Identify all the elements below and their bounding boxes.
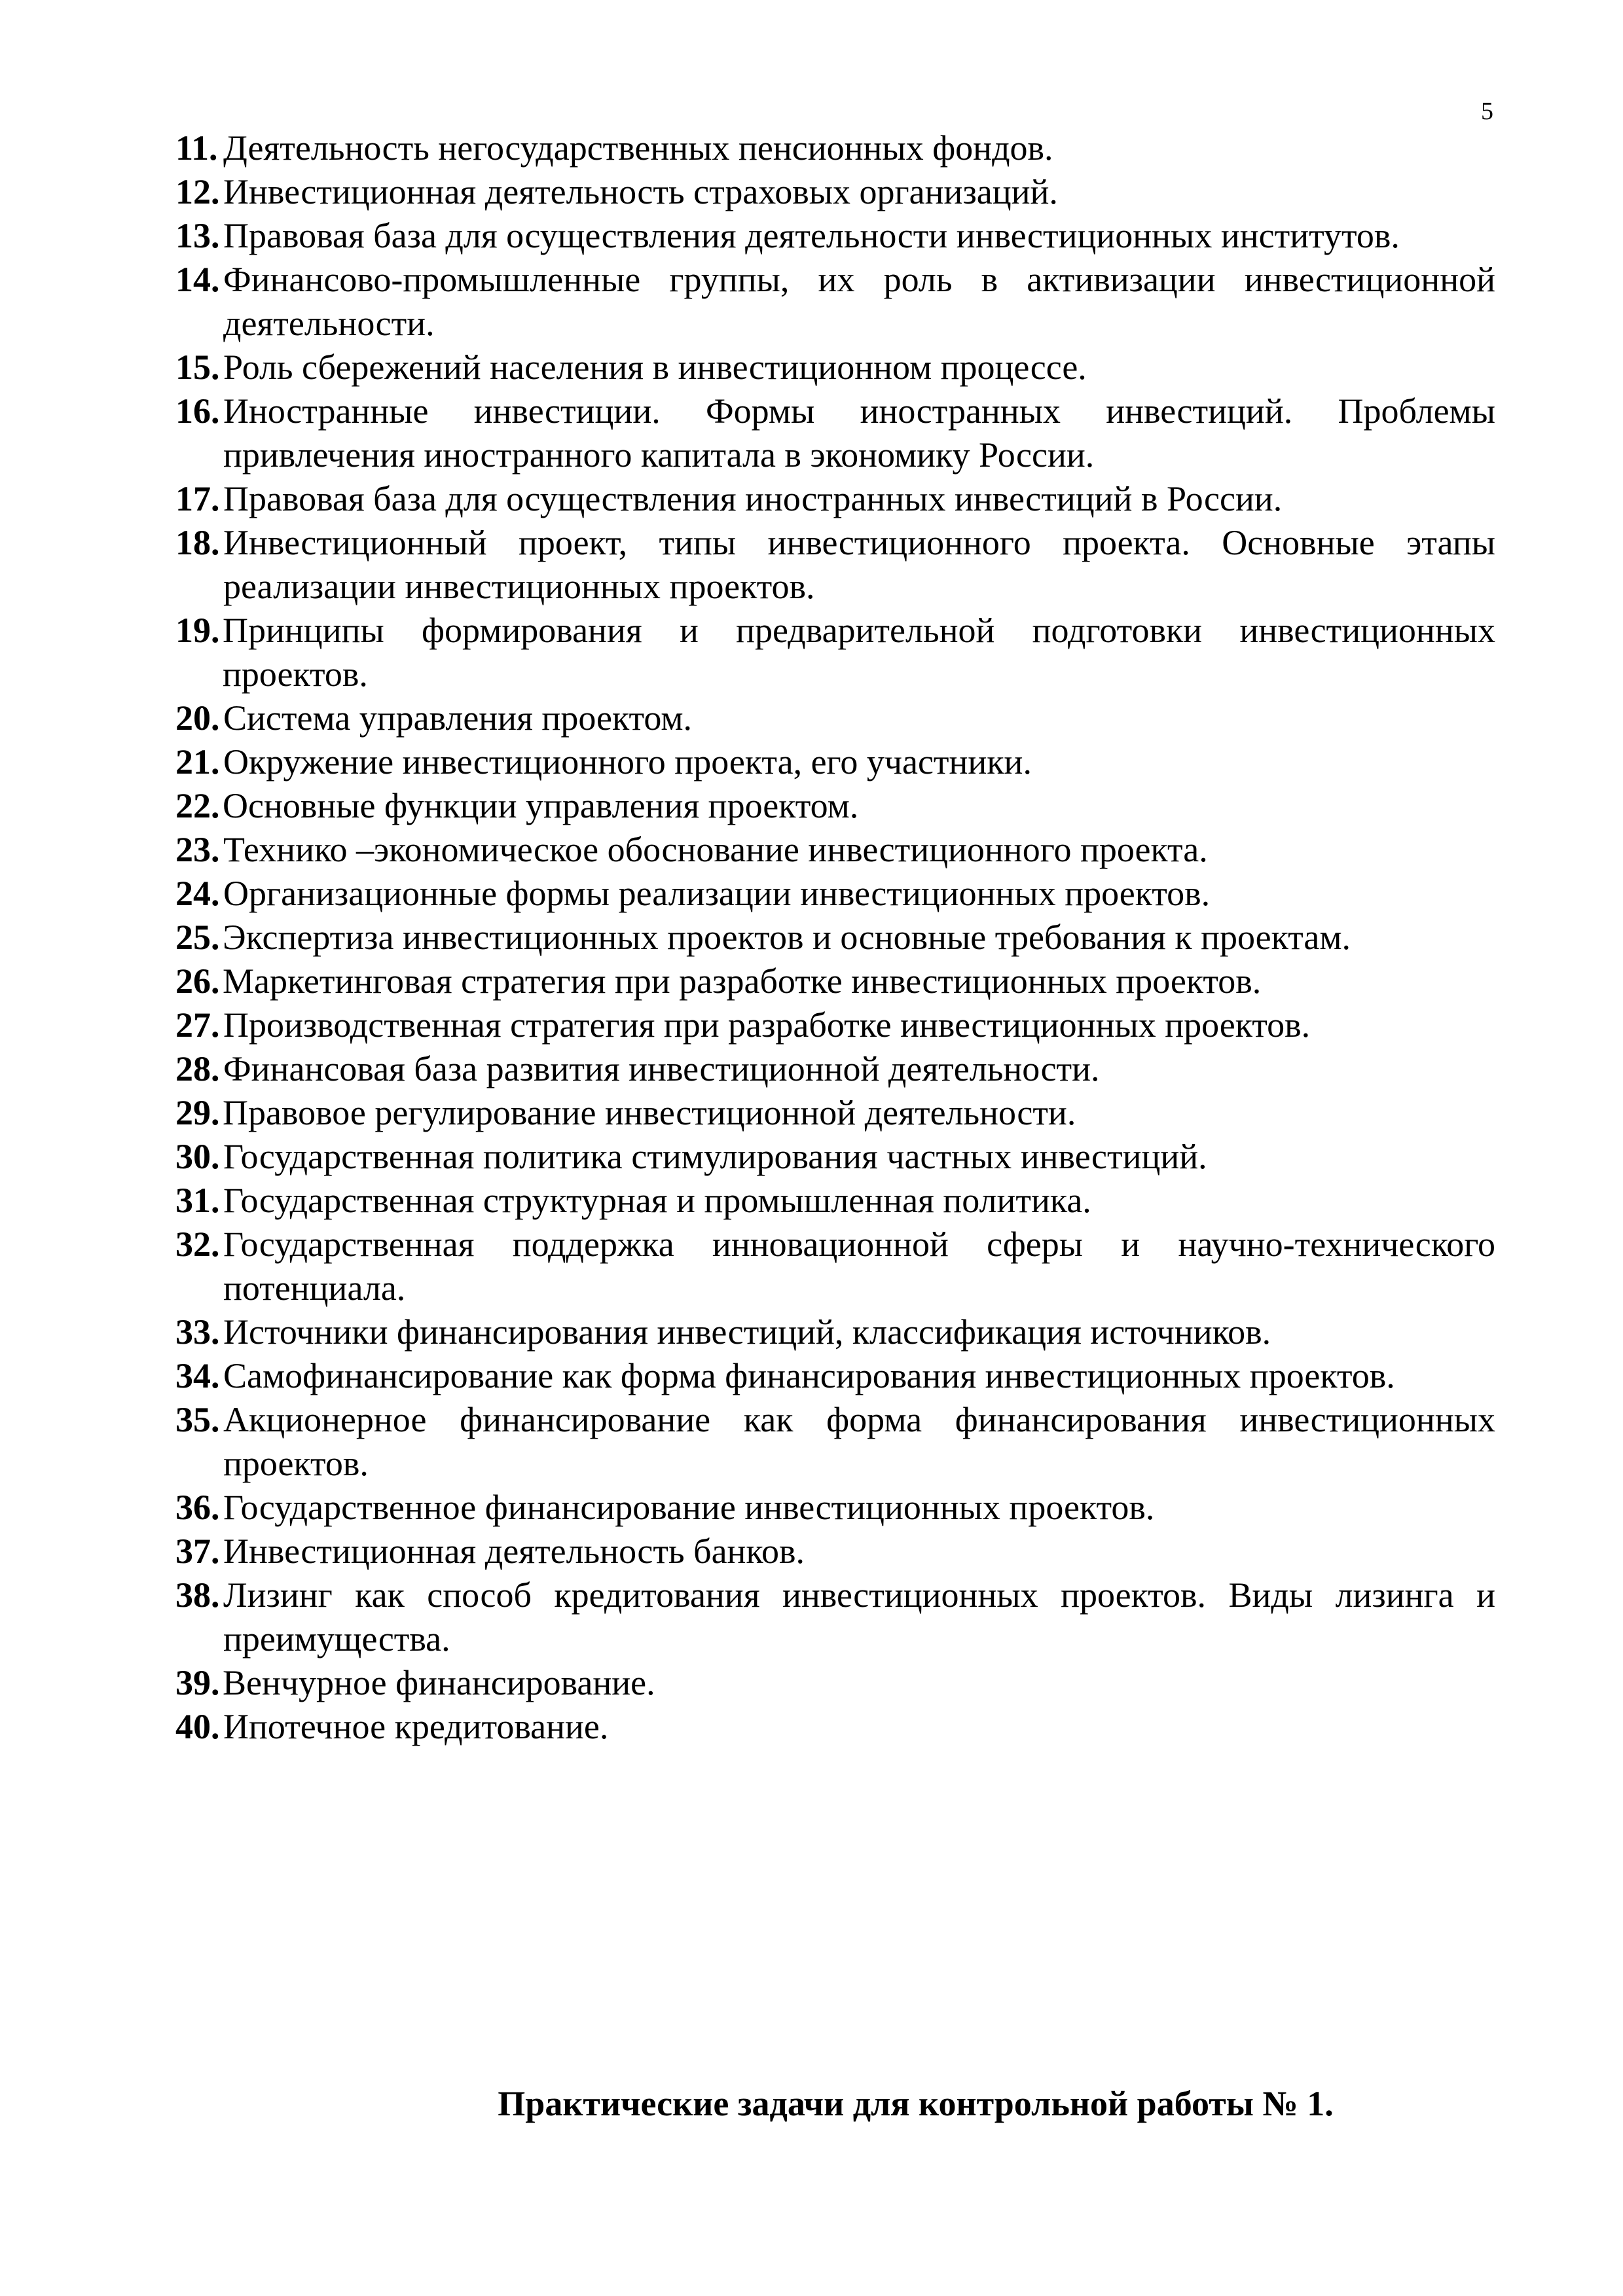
list-item-number: 35.	[175, 1400, 220, 1439]
list-item	[175, 1003, 1495, 1047]
topic-list	[175, 126, 1495, 1749]
list-item-number: 21.	[175, 742, 220, 781]
list-item	[175, 609, 1495, 696]
list-item	[175, 1573, 1495, 1661]
list-item	[175, 960, 1495, 1003]
list-item-text: Инвестиционная деятельность банков.	[223, 1532, 805, 1571]
list-item	[175, 1135, 1495, 1179]
list-item-text: Окружение инвестиционного проекта, его участники.	[223, 742, 1032, 781]
list-item-number: 25.	[175, 918, 220, 957]
list-item	[175, 784, 1495, 828]
list-item-text: Государственная структурная и промышленная политика.	[223, 1181, 1091, 1220]
list-item-text: Роль сбережений населения в инвестиционном процессе.	[223, 348, 1087, 387]
list-item-text: Инвестиционная деятельность страховых организаций.	[223, 172, 1058, 211]
list-item-number: 14.	[175, 260, 220, 299]
list-item	[175, 1661, 1495, 1705]
list-item	[175, 1486, 1495, 1530]
list-item-number: 22.	[175, 786, 220, 825]
list-item-number: 24.	[175, 874, 220, 913]
list-item-number: 18.	[175, 523, 220, 562]
list-item	[175, 389, 1495, 477]
list-item	[175, 1047, 1495, 1091]
list-item	[175, 214, 1495, 258]
list-item-number: 19.	[175, 611, 220, 650]
list-item	[175, 1398, 1495, 1486]
list-item-number: 38.	[175, 1575, 220, 1615]
list-item-text: Лизинг как способ кредитования инвестиционных проектов. Виды лизинга и преимущества.	[223, 1575, 1495, 1659]
list-item-text: Производственная стратегия при разработке инвестиционных проектов.	[223, 1005, 1311, 1045]
list-item	[175, 521, 1495, 609]
list-item-text: Правовое регулирование инвестиционной деятельности.	[223, 1093, 1076, 1132]
list-item-text: Система управления проектом.	[223, 698, 693, 738]
list-item-number: 33.	[175, 1312, 220, 1352]
list-item-number: 36.	[175, 1488, 220, 1527]
section-heading-text: Практические задачи для контрольной работы № 1.	[498, 2084, 1334, 2123]
list-item-number: 40.	[175, 1707, 220, 1746]
list-item-text: Источники финансирования инвестиций, классификация источников.	[223, 1312, 1271, 1352]
list-item-number: 11.	[175, 128, 218, 168]
list-item	[175, 828, 1495, 872]
list-item-text: Инвестиционный проект, типы инвестиционного проекта. Основные этапы реализации инвестиционных проектов.	[223, 523, 1495, 606]
list-item-text: Экспертиза инвестиционных проектов и основные требования к проектам.	[223, 918, 1351, 957]
list-item-number: 39.	[175, 1663, 220, 1702]
list-item-text: Технико –экономическое обоснование инвестиционного проекта.	[223, 830, 1208, 869]
list-item-text: Иностранные инвестиции. Формы иностранных инвестиций. Проблемы привлечения иностранного капитала в экономику России.	[223, 391, 1495, 475]
list-item	[175, 1530, 1495, 1573]
list-item-number: 23.	[175, 830, 220, 869]
list-item	[175, 258, 1495, 346]
list-item-text: Самофинансирование как форма финансирования инвестиционных проектов.	[223, 1356, 1395, 1395]
list-item-text: Организационные формы реализации инвестиционных проектов.	[223, 874, 1211, 913]
list-item	[175, 872, 1495, 916]
list-item-number: 27.	[175, 1005, 220, 1045]
list-item-text: Финансово-промышленные группы, их роль в активизации инвестиционной деятельности.	[223, 260, 1495, 343]
list-item-text: Государственная поддержка инновационной сферы и научно-технического потенциала.	[223, 1225, 1495, 1308]
list-item-number: 28.	[175, 1049, 220, 1088]
list-item-number: 32.	[175, 1225, 220, 1264]
list-item	[175, 1091, 1495, 1135]
list-item-text: Принципы формирования и предварительной подготовки инвестиционных проектов.	[223, 611, 1495, 694]
list-item-number: 37.	[175, 1532, 220, 1571]
list-item-number: 30.	[175, 1137, 220, 1176]
list-item	[175, 1310, 1495, 1354]
list-item-text: Деятельность негосударственных пенсионных фондов.	[223, 128, 1053, 168]
list-item	[175, 696, 1495, 740]
list-item-text: Маркетинговая стратегия при разработке инвестиционных проектов.	[223, 961, 1262, 1001]
list-item-text: Венчурное финансирование.	[223, 1663, 655, 1702]
list-item-number: 20.	[175, 698, 220, 738]
list-item-text: Основные функции управления проектом.	[223, 786, 859, 825]
list-item	[175, 346, 1495, 389]
list-item-text: Правовая база для осуществления иностранных инвестиций в России.	[223, 479, 1283, 518]
list-item-number: 31.	[175, 1181, 220, 1220]
list-item	[175, 916, 1495, 960]
list-item-text: Правовая база для осуществления деятельности инвестиционных институтов.	[223, 216, 1400, 255]
list-item-number: 29.	[175, 1093, 220, 1132]
list-item-number: 12.	[175, 172, 220, 211]
list-item-number: 13.	[175, 216, 220, 255]
list-item-text: Акционерное финансирование как форма финансирования инвестиционных проектов.	[223, 1400, 1495, 1483]
list-item-number: 34.	[175, 1356, 220, 1395]
list-item	[175, 740, 1495, 784]
list-item-number: 15.	[175, 348, 220, 387]
list-item	[175, 170, 1495, 214]
page-number: 5	[1481, 98, 1493, 125]
list-item-text: Государственное финансирование инвестиционных проектов.	[223, 1488, 1155, 1527]
list-item-number: 16.	[175, 391, 220, 431]
list-item-text: Государственная политика стимулирования частных инвестиций.	[223, 1137, 1207, 1176]
section-heading	[0, 2083, 1623, 2125]
list-item-number: 17.	[175, 479, 220, 518]
list-item-text: Ипотечное кредитование.	[223, 1707, 609, 1746]
list-item	[175, 126, 1495, 170]
list-item	[175, 1179, 1495, 1223]
list-item	[175, 1354, 1495, 1398]
list-item-number: 26.	[175, 961, 220, 1001]
list-item	[175, 1705, 1495, 1749]
list-item	[175, 477, 1495, 521]
list-item-text: Финансовая база развития инвестиционной деятельности.	[223, 1049, 1100, 1088]
list-item	[175, 1223, 1495, 1310]
